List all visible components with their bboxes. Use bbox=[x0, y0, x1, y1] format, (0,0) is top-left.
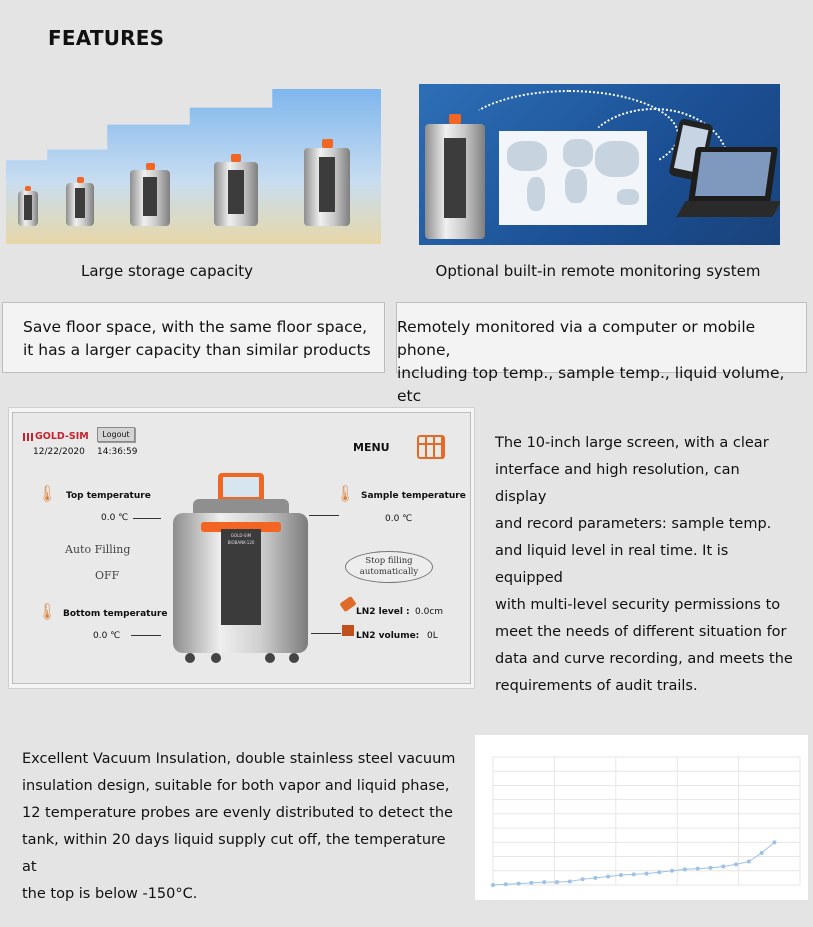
chart-point bbox=[504, 882, 508, 886]
ln2-level-label: LN2 level : bbox=[356, 607, 410, 617]
chart-point bbox=[593, 876, 597, 880]
screen-description-line: and record parameters: sample temp. bbox=[495, 516, 772, 532]
laptop-base-icon bbox=[676, 201, 780, 217]
chart-point bbox=[670, 869, 674, 873]
chart-point bbox=[568, 879, 572, 883]
vacuum-description-line: the top is below -150°C. bbox=[22, 886, 198, 902]
chart-series-line bbox=[493, 842, 774, 885]
bottom-temperature-value: 0.0 ℃ bbox=[93, 631, 121, 641]
ln2-level-value: 0.0cm bbox=[415, 607, 444, 617]
thermometer-icon: 🌡 bbox=[335, 484, 356, 503]
leader-line bbox=[309, 515, 339, 516]
chart-point bbox=[581, 877, 585, 881]
temperature-chart-svg bbox=[475, 735, 808, 900]
date-display: 12/22/2020 bbox=[33, 447, 85, 457]
screen-description-line: interface and high resolution, can display bbox=[495, 462, 740, 505]
vacuum-description-line: Excellent Vacuum Insulation, double stainless steel vacuum bbox=[22, 751, 456, 767]
temperature-chart bbox=[475, 735, 808, 900]
vacuum-description-line: insulation design, suitable for both vapor and liquid phase, bbox=[22, 778, 450, 794]
screen-description-line: data and curve recording, and meets the bbox=[495, 651, 793, 667]
tank-image-medium-small bbox=[66, 177, 94, 226]
vacuum-description-line: tank, within 20 days liquid supply cut off, the temperature at bbox=[22, 832, 446, 875]
tank-brand-label: GOLD-SIM bbox=[230, 533, 252, 538]
leader-line bbox=[131, 635, 161, 636]
chart-point bbox=[747, 860, 751, 864]
sample-temperature-value: 0.0 ℃ bbox=[385, 514, 413, 524]
wheel-icon bbox=[185, 653, 195, 663]
remote-monitor-description bbox=[396, 302, 807, 405]
wheel-icon bbox=[211, 653, 221, 663]
floor-space-line-2: it has a larger capacity than similar products bbox=[23, 341, 371, 359]
chart-point bbox=[645, 872, 649, 876]
thermometer-icon: 🌡 bbox=[37, 602, 58, 621]
bottom-temperature-label: Bottom temperature bbox=[63, 609, 168, 619]
container-icon bbox=[342, 625, 354, 636]
leader-line bbox=[311, 633, 341, 634]
remote-monitoring-image bbox=[419, 84, 780, 245]
top-temperature-label: Top temperature bbox=[66, 491, 151, 501]
wheel-icon bbox=[265, 653, 275, 663]
screen-description-line: with multi-level security permissions to bbox=[495, 597, 781, 613]
wheel-icon bbox=[289, 653, 299, 663]
chart-point bbox=[760, 851, 764, 855]
laptop-icon bbox=[688, 147, 778, 203]
page-title: FEATURES bbox=[48, 26, 165, 50]
capacity-caption: Large storage capacity bbox=[80, 262, 254, 280]
chart-point bbox=[542, 880, 546, 884]
chart-point bbox=[772, 840, 776, 844]
brand-logo-text: GOLD-SIM bbox=[35, 431, 89, 442]
menu-label: MENU bbox=[353, 441, 390, 454]
storage-capacity-image bbox=[6, 89, 381, 244]
tank-illustration bbox=[173, 473, 308, 658]
monitoring-caption: Optional built-in remote monitoring system bbox=[435, 262, 761, 280]
remote-monitor-line-2: including top temp., sample temp., liquid volume, etc bbox=[397, 364, 785, 405]
brand-logo-icon bbox=[23, 433, 33, 441]
chart-point bbox=[683, 867, 687, 871]
test-tube-icon bbox=[339, 596, 356, 612]
auto-filling-state: OFF bbox=[95, 569, 120, 582]
logout-button[interactable]: Logout bbox=[97, 427, 135, 442]
top-temperature-value: 0.0 ℃ bbox=[101, 513, 129, 523]
hmi-screen bbox=[12, 412, 471, 684]
ln2-volume-value: 0L bbox=[427, 631, 438, 641]
screen-description bbox=[495, 430, 795, 700]
chart-point bbox=[632, 872, 636, 876]
stop-filling-button[interactable] bbox=[345, 551, 433, 583]
floor-space-line-1: Save floor space, with the same floor space, bbox=[23, 318, 368, 336]
chart-point bbox=[708, 866, 712, 870]
tank-model-label: BIOBANK-120 bbox=[227, 540, 255, 545]
menu-grid-icon[interactable] bbox=[417, 435, 445, 459]
time-display: 14:36:59 bbox=[97, 447, 138, 457]
chart-point bbox=[555, 880, 559, 884]
chart-point bbox=[491, 883, 495, 887]
sample-temperature-label: Sample temperature bbox=[361, 491, 466, 501]
leader-line bbox=[133, 518, 161, 519]
chart-point bbox=[696, 867, 700, 871]
screen-description-line: requirements of audit trails. bbox=[495, 678, 698, 694]
tank-image-large bbox=[304, 139, 350, 226]
chart-point bbox=[657, 870, 661, 874]
chart-point bbox=[619, 873, 623, 877]
chart-point bbox=[529, 881, 533, 885]
tank-image-medium bbox=[130, 163, 170, 226]
screen-description-line: The 10-inch large screen, with a clear bbox=[495, 435, 769, 451]
ln2-volume-label: LN2 volume: bbox=[356, 631, 420, 641]
thermometer-icon: 🌡 bbox=[37, 484, 58, 503]
floor-space-description bbox=[2, 302, 385, 373]
chart-point bbox=[734, 862, 738, 866]
chart-point bbox=[517, 882, 521, 886]
chart-point bbox=[606, 874, 610, 878]
chart-point bbox=[721, 865, 725, 869]
screen-description-line: meet the needs of different situation for bbox=[495, 624, 787, 640]
vacuum-description-line: 12 temperature probes are evenly distributed to detect the bbox=[22, 805, 453, 821]
vacuum-description bbox=[22, 746, 462, 908]
screen-description-line: and liquid level in real time. It is equipped bbox=[495, 543, 729, 586]
tank-image-small bbox=[18, 186, 38, 226]
tank-image-medium-large bbox=[214, 154, 258, 226]
stop-filling-line-1: Stop filling bbox=[365, 556, 413, 566]
remote-monitor-line-1: Remotely monitored via a computer or mobile phone, bbox=[397, 318, 756, 359]
auto-filling-label: Auto Filling bbox=[65, 543, 131, 556]
stop-filling-line-2: automatically bbox=[359, 567, 419, 577]
